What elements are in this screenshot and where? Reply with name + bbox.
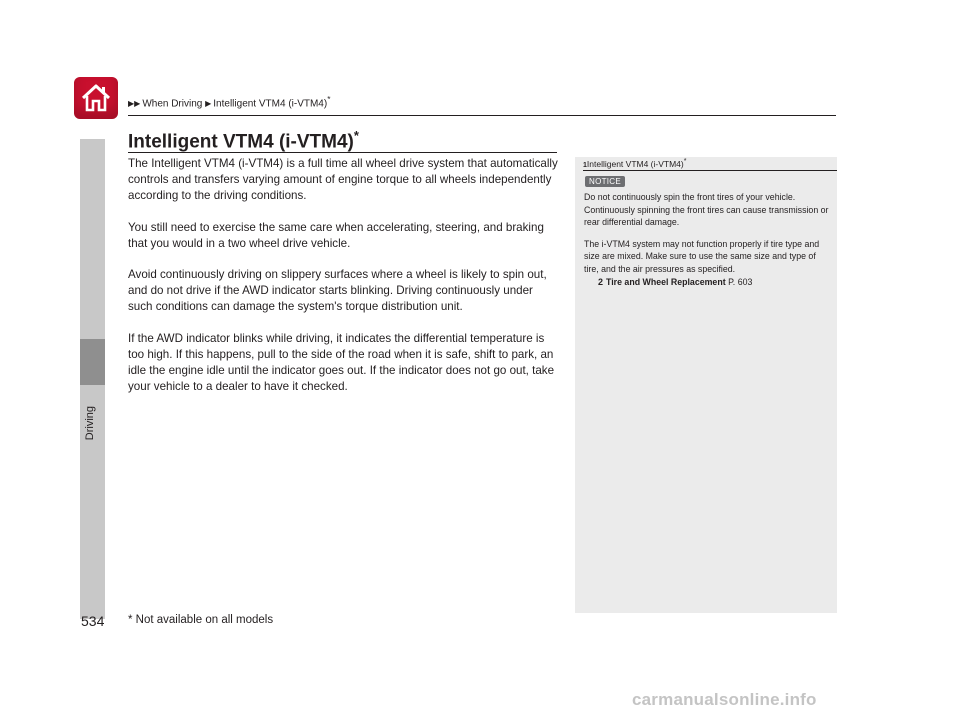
sidebar-section-label: Driving	[84, 406, 96, 441]
breadcrumb-item[interactable]: Intelligent VTM4 (i-VTM4)	[213, 98, 328, 110]
body-text	[128, 156, 558, 410]
side-note-heading	[583, 157, 687, 169]
notice-badge: NOTICE	[585, 176, 625, 187]
paragraph: The Intelligent VTM4 (i-VTM4) is a full time all wheel drive system that automatically controls and transfers varying amount of engine torque to all wheels independently according to the driving conditions.	[128, 157, 558, 203]
page-number: 534	[81, 613, 105, 629]
triangle-right-icon: ▶▶	[128, 99, 141, 109]
note-paragraph-text: The i-VTM4 system may not function properly if tire type and size are mixed. Make sure to use the same size and type of tire, and the air pressures as specified.	[584, 238, 820, 274]
home-button[interactable]	[74, 77, 118, 119]
note-paragraph	[584, 238, 830, 276]
side-note-star: *	[683, 157, 687, 165]
paragraph: Avoid continuously driving on slippery surfaces where a wheel is likely to spin out, and do not drive if the AWD indicator starts blinking. Driving continuously under such conditions can damage the system's torque distribution unit.	[128, 268, 547, 314]
page-title-star: *	[353, 128, 359, 143]
breadcrumb-item[interactable]: When Driving	[142, 98, 203, 110]
title-divider	[128, 152, 557, 153]
watermark: carmanualsonline.info	[632, 690, 817, 709]
notice-text: Do not continuously spin the front tires of your vehicle. Continuously spinning the front tires can cause transmission or rear differential damage.	[584, 192, 829, 228]
cross-reference-icon: 2	[598, 276, 604, 287]
breadcrumb-star: *	[327, 94, 331, 104]
breadcrumb	[128, 94, 330, 109]
side-note-number: 1	[583, 161, 587, 169]
cross-reference-link[interactable]	[584, 276, 830, 289]
side-note-divider	[583, 170, 837, 171]
footnote: * Not available on all models	[128, 614, 274, 626]
home-icon	[80, 82, 112, 114]
header-divider	[128, 115, 836, 116]
sidebar-section-marker	[80, 339, 105, 385]
triangle-right-icon: ▶	[205, 99, 212, 109]
cross-reference-title: Tire and Wheel Replacement	[606, 276, 726, 287]
page-title	[128, 128, 359, 153]
page-title-text: Intelligent VTM4 (i-VTM4)	[128, 131, 354, 153]
cross-reference-page: P. 603	[728, 276, 753, 287]
paragraph: You still need to exercise the same care when accelerating, steering, and braking that you would in a two wheel drive vehicle.	[128, 220, 544, 250]
side-note-text	[584, 191, 830, 288]
side-note-title: Intelligent VTM4 (i-VTM4)	[586, 158, 684, 169]
paragraph: If the AWD indicator blinks while driving, it indicates the differential temperature is too high. If this happens, pull to the side of the road when it is safe, shift to park, an idle the engine idle until the indicator goes out. If the indicator does not go out, take your vehicle to a dealer to have it checked.	[128, 331, 555, 394]
